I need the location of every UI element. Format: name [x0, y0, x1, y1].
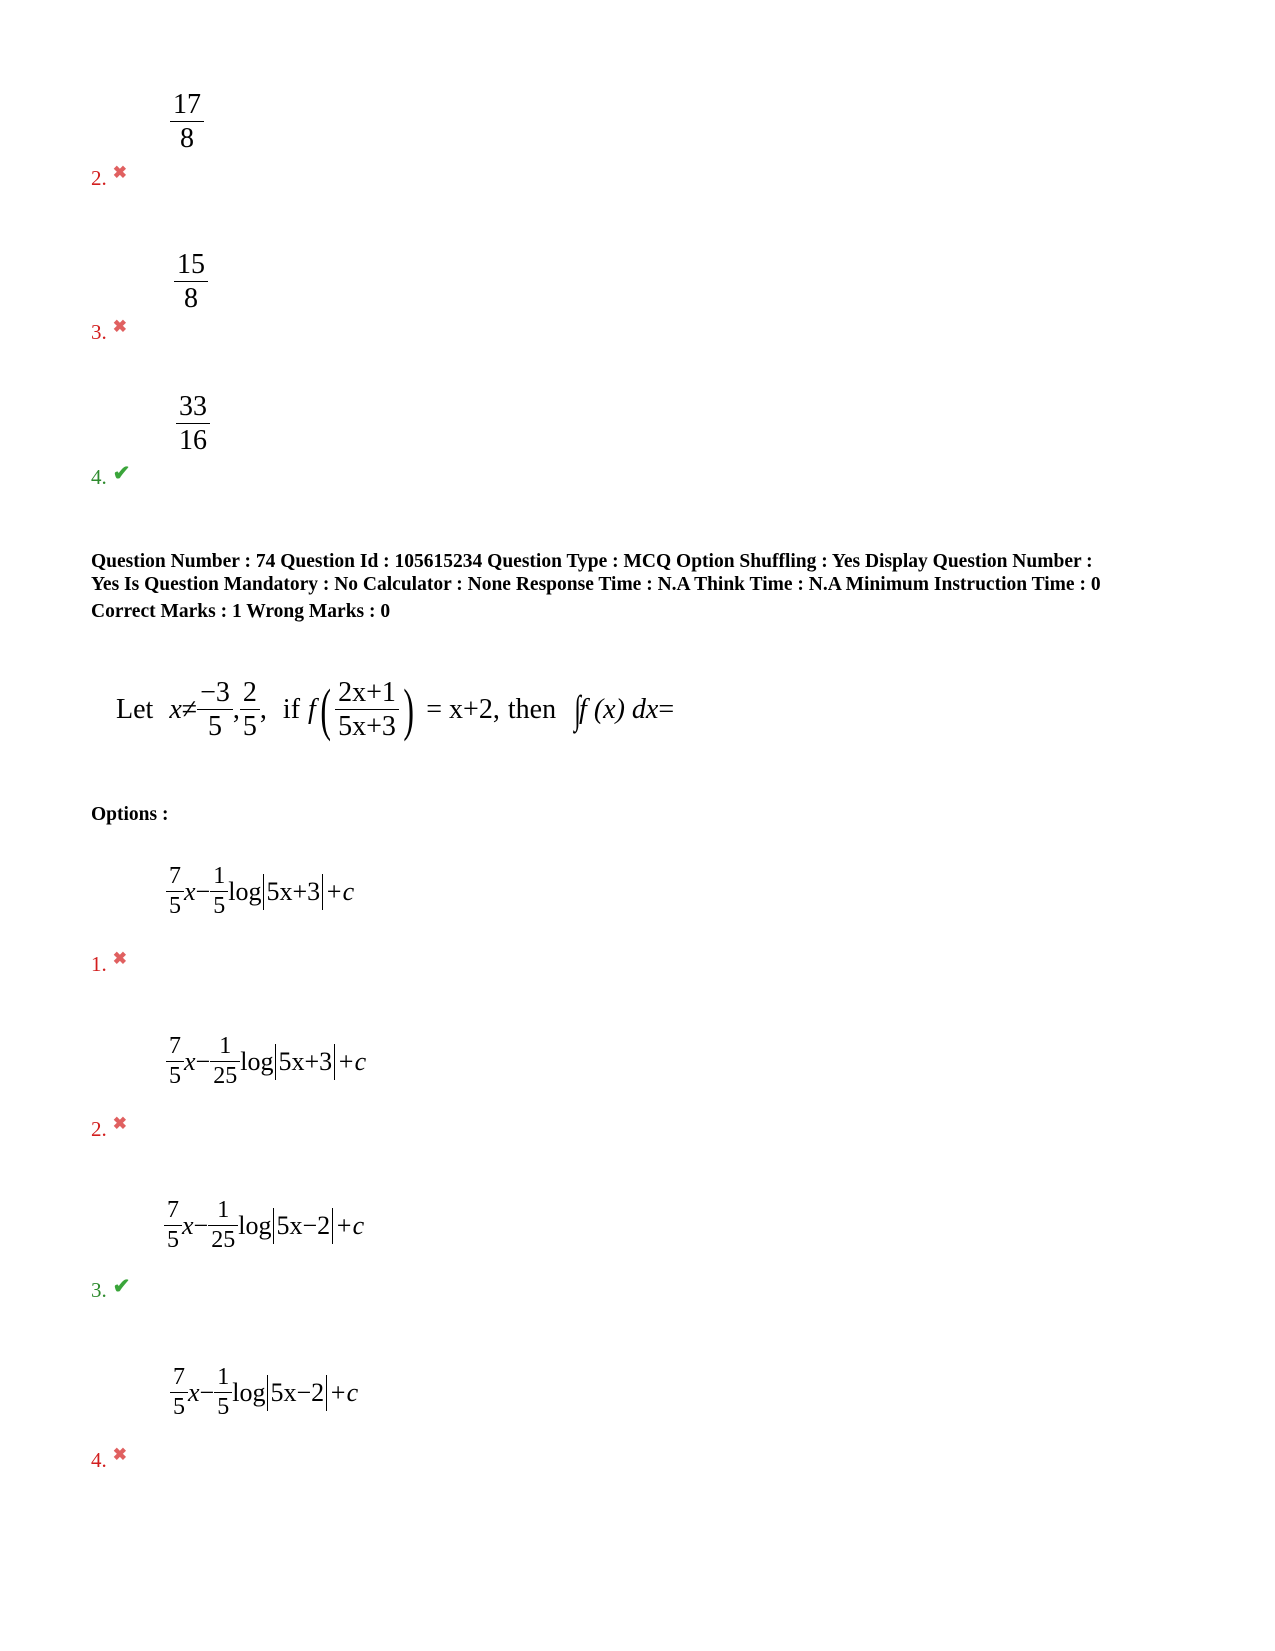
- question-meta-line-3: Correct Marks : 1 Wrong Marks : 0: [91, 601, 391, 622]
- prev-option-3-label: 3. ✖: [91, 316, 127, 344]
- question-meta-line-1: Question Number : 74 Question Id : 105615234 Question Type : MCQ Option Shuffling : Yes Display Question Number :: [91, 551, 1093, 572]
- prev-option-4-label: 4. ✔: [91, 461, 131, 489]
- check-icon: ✔: [112, 461, 131, 485]
- question-meta-line-2: Yes Is Question Mandatory : No Calculator : None Response Time : N.A Think Time : N.A Minimum Instruction Time : 0: [91, 574, 1101, 595]
- question-stem: Let x ≠ $\frac{-3}{5}$ , $\frac{2}{5}$ , if f ( $\frac{2x+1}{5x+3}$ ) = x+2, then ∫ f (x) dx =: [116, 676, 675, 743]
- cross-icon: ✖: [112, 316, 127, 336]
- option-1-label: 1. ✖: [91, 948, 127, 976]
- cross-icon: ✖: [112, 948, 127, 968]
- prev-option-2-value: $\frac{17}{8}$: [170, 90, 204, 154]
- option-4-value: $\frac{7}{5}$ x − $\frac{1}{5}$ log 5x−2 +c: [170, 1365, 358, 1420]
- options-heading: Options :: [91, 804, 169, 825]
- option-1-value: $\frac{7}{5}$ x − $\frac{1}{5}$ log 5x+3 +c: [166, 864, 354, 919]
- option-2-value: $\frac{7}{5}$ x − $\frac{1}{25}$ log 5x+3 +c: [166, 1034, 366, 1089]
- cross-icon: ✖: [112, 162, 127, 182]
- check-icon: ✔: [112, 1274, 131, 1298]
- option-3-label: 3. ✔: [91, 1274, 131, 1302]
- cross-icon: ✖: [112, 1444, 127, 1464]
- prev-option-2-label: 2. ✖: [91, 162, 127, 190]
- option-2-label: 2. ✖: [91, 1113, 127, 1141]
- option-3-value: $\frac{7}{5}$ x − $\frac{1}{25}$ log 5x−2 +c: [164, 1198, 364, 1253]
- prev-option-3-value: $\frac{15}{8}$: [174, 250, 208, 314]
- prev-option-4-value: $\frac{33}{16}$: [176, 392, 210, 456]
- option-4-label: 4. ✖: [91, 1444, 127, 1472]
- cross-icon: ✖: [112, 1113, 127, 1133]
